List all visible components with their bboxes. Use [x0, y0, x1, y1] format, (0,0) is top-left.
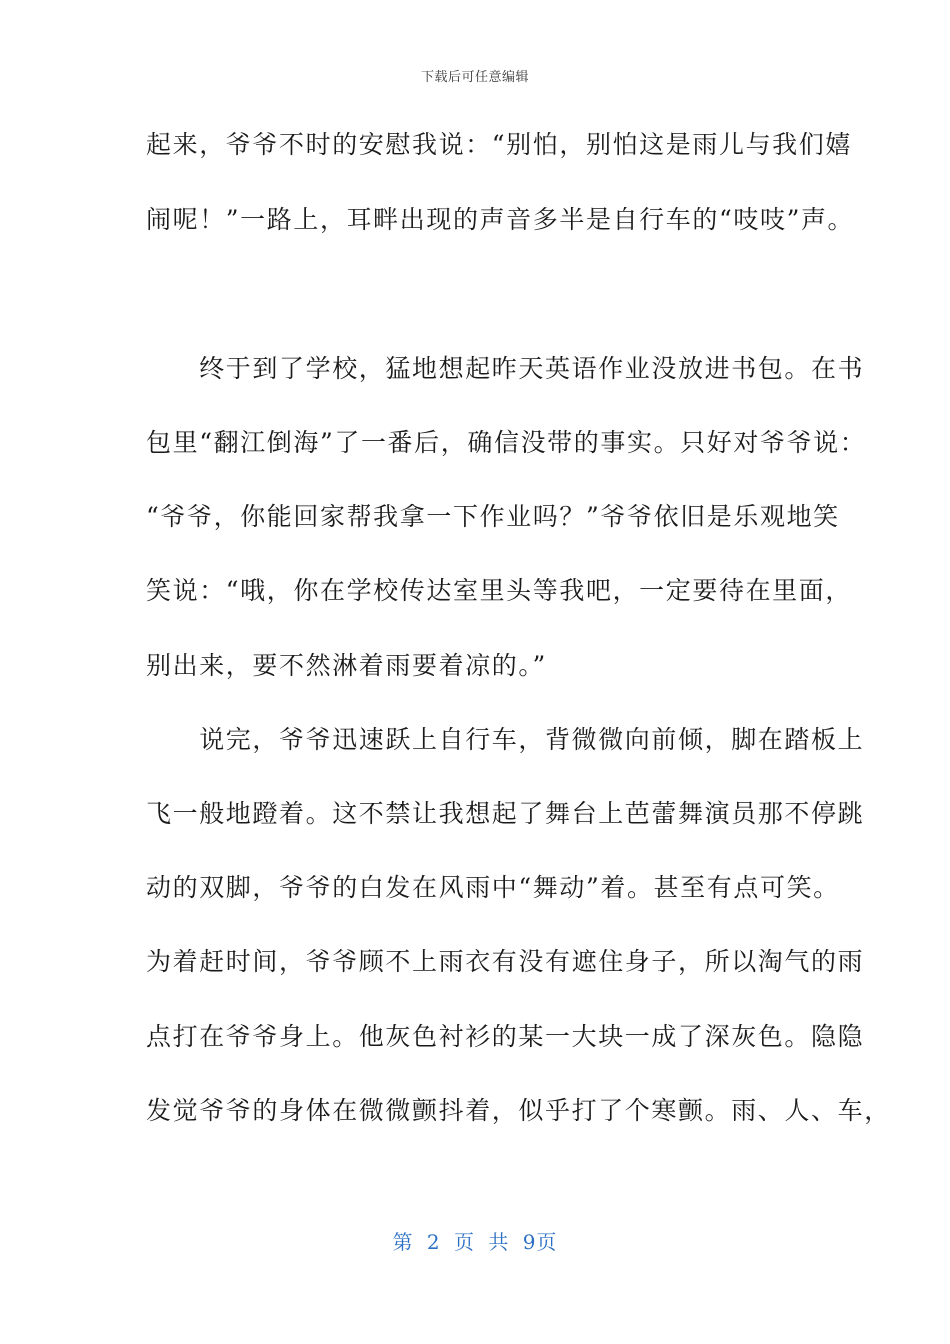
text-line-2: 闹呢！”一路上，耳畔出现的声音多半是自行车的“吱吱”声。 [146, 205, 855, 234]
text-line-10: 动的双脚，爷爷的白发在风雨中“舞动”着。甚至有点可笑。 [146, 873, 840, 902]
text-line-12: 点打在爷爷身上。他灰色衬衫的某一大块一成了深灰色。隐隐 [146, 1022, 865, 1051]
text-line-7: 别出来，要不然淋着雨要着凉的。” [146, 651, 547, 680]
text-line-3: 终于到了学校，猛地想起昨天英语作业没放进书包。在书 [146, 354, 865, 383]
page-header-note: 下载后可任意编辑 [420, 70, 529, 85]
text-line-9: 飞一般地蹬着。这不禁让我想起了舞台上芭蕾舞演员那不停跳 [146, 799, 865, 828]
text-line-13: 发觉爷爷的身体在微微颤抖着，似乎打了个寒颤。雨、人、车， [146, 1096, 891, 1125]
text-line-4: 包里“翻江倒海”了一番后，确信没带的事实。只好对爷爷说： [146, 428, 867, 457]
page-number-footer: 第 2 页 共 9页 [392, 1230, 558, 1254]
text-line-11: 为着赶时间，爷爷顾不上雨衣有没有遮住身子，所以淘气的雨 [146, 947, 865, 976]
text-line-8: 说完，爷爷迅速跃上自行车，背微微向前倾，脚在踏板上 [146, 725, 865, 754]
text-line-1: 起来，爷爷不时的安慰我说：“别怕，别怕这是雨儿与我们嬉 [146, 130, 852, 159]
text-line-5: “爷爷，你能回家帮我拿一下作业吗？”爷爷依旧是乐观地笑 [146, 502, 840, 531]
text-line-6: 笑说：“哦，你在学校传达室里头等我吧，一定要待在里面， [146, 576, 852, 605]
